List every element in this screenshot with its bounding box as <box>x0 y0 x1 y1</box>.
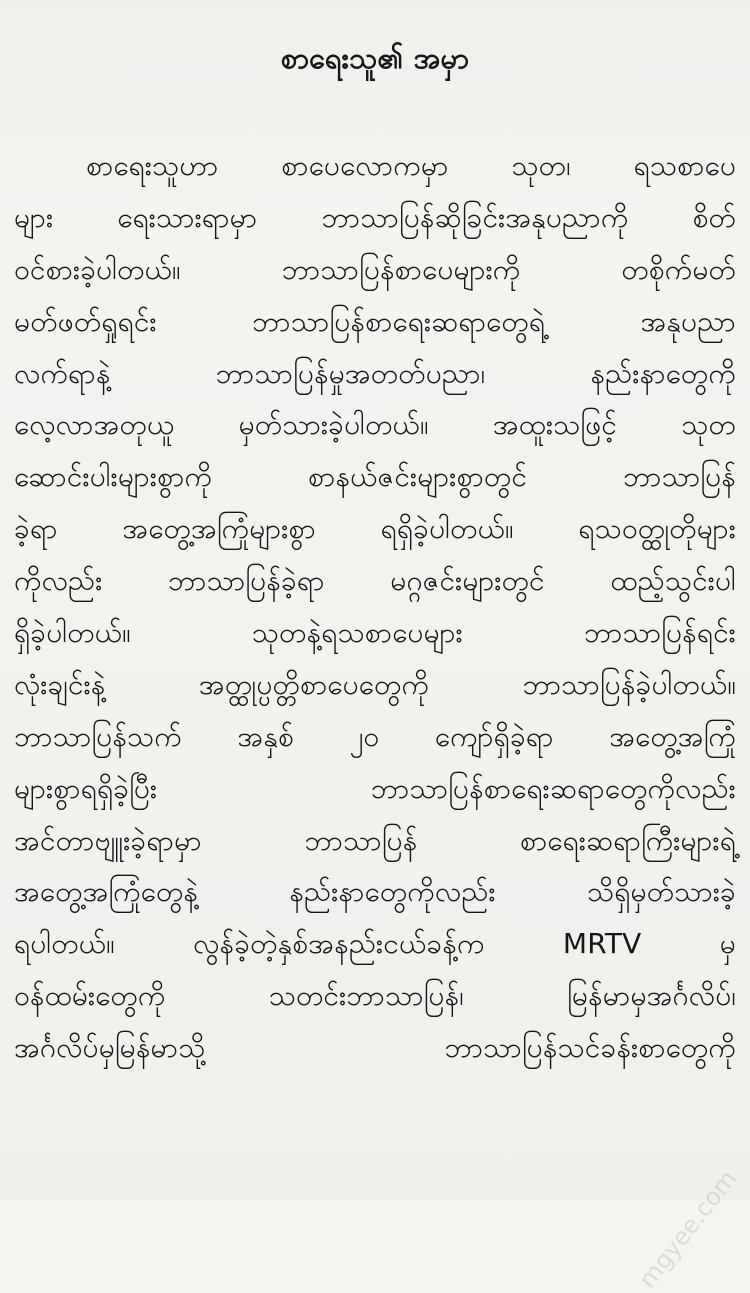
site-watermark: mgyee.com <box>632 1164 742 1293</box>
text-line-9: ကိုလည်း ဘာသာပြန်ခဲ့ရာ မဂ္ဂဇင်းများတွင် ထည့်သွင်းပါ <box>14 564 736 598</box>
text-line-10: ရှိခဲ့ပါတယ်။ သုတနဲ့ရသစာပေများ ဘာသာပြန်ရင်း <box>14 616 736 650</box>
text-line-11: လုံးချင်းနဲ့ အတ္ထုပ္ပတ္တိစာပေတွေကို ဘာသာပြန်ခဲ့ပါတယ်။ <box>14 667 736 701</box>
text-line-8: ခဲ့ရာ အတွေ့အကြုံများစွာ ရရှိခဲ့ပါတယ်။ ရသဝတ္ထုတိုများ <box>14 512 736 546</box>
text-line-7: ဆောင်းပါးများစွာကို စာနယ်ဇင်းများစွာတွင် ဘာသာပြန် <box>14 460 736 494</box>
text-line-6: လေ့လာအတုယူ မှတ်သားခဲ့ပါတယ်။ အထူးသဖြင့် သုတ <box>14 408 736 442</box>
text-line-1: စာရေးသူဟာ စာပေလောကမှာ သုတ၊ ရသစာပေ <box>86 149 736 182</box>
text-line-16: ရပါတယ်။ လွန်ခဲ့တဲ့နှစ်အနည်းငယ်ခန့်က MRTV မှ <box>14 927 736 961</box>
text-line-3: ဝင်စားခဲ့ပါတယ်။ ဘာသာပြန်စာပေများကို တစိုက်မတ် <box>14 252 736 286</box>
text-line-5: လက်ရာနဲ့ ဘာသာပြန်မှုအတတ်ပညာ၊ နည်းနာတွေကို <box>14 356 736 390</box>
text-line-15: အတွေ့အကြုံတွေနဲ့ နည်းနာတွေကိုလည်း သိရှိမှတ်သားခဲ့ <box>14 875 736 909</box>
preface-text <box>14 140 736 1074</box>
text-line-17: ဝန်ထမ်းတွေကို သတင်းဘာသာပြန်၊ မြန်မာမှအင်္ဂလိပ်၊ <box>14 979 736 1013</box>
text-line-14: အင်တာဗျူးခဲ့ရာမှာ ဘာသာပြန် စာရေးဆရာကြီးများရဲ့ <box>14 823 736 857</box>
text-line-12: ဘာသာပြန်သက် အနှစ် ၂၀ ကျော်ရှိခဲ့ရာ အတွေ့အကြုံ <box>14 719 736 753</box>
text-line-13: များစွာရရှိခဲ့ပြီး ဘာသာပြန်စာရေးဆရာတွေကိုလည်း <box>14 771 736 805</box>
page-title: စာရေးသူ၏ အမှာ <box>280 41 470 75</box>
text-line-2: များ ရေးသားရာမှာ ဘာသာပြန်ဆိုခြင်းအနုပညာကို စိတ် <box>14 200 736 234</box>
text-line-18: အင်္ဂလိပ်မှမြန်မာသို့ ဘာသာပြန်သင်ခန်းစာတွေကို <box>14 1031 736 1065</box>
text-line-4: မတ်ဖတ်ရှုရင်း ဘာသာပြန်စာရေးဆရာတွေရဲ့ အနုပညာ <box>14 304 736 338</box>
